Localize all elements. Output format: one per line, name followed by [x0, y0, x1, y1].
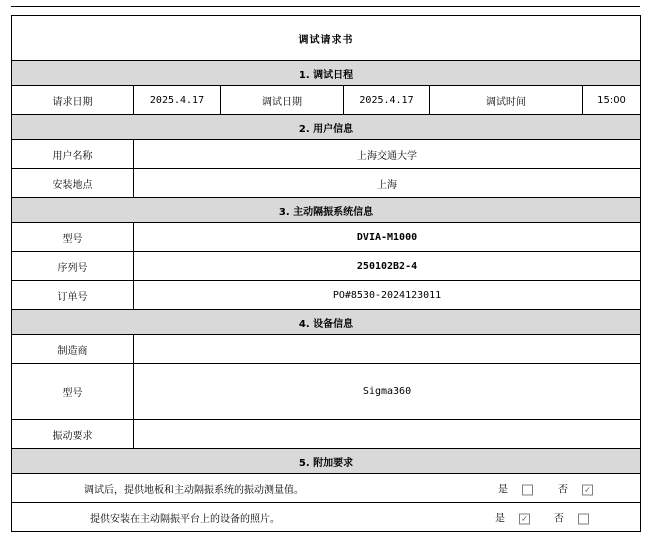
vibration-requirement-label: 振动要求 [12, 420, 134, 449]
yes-checkbox[interactable]: ✓ [519, 513, 530, 524]
install-location-label: 安装地点 [12, 169, 134, 198]
system-model-value[interactable]: DVIA-M1000 [134, 223, 641, 252]
user-name-value[interactable]: 上海交通大学 [134, 140, 641, 169]
device-model-label: 型号 [12, 364, 134, 420]
device-model-value[interactable]: Sigma360 [134, 364, 641, 420]
document-title: 调试请求书 [12, 16, 641, 61]
yes-label: 是 [498, 484, 508, 496]
yes-checkbox[interactable] [522, 484, 533, 495]
section-header-additional: 5. 附加要求 [12, 449, 641, 474]
debug-time-label: 调试时间 [430, 86, 583, 115]
serial-number-value[interactable]: 250102B2-4 [134, 252, 641, 281]
schedule-row [12, 86, 641, 115]
no-label: 否 [558, 484, 568, 496]
additional-item-text: 提供安装在主动隔振平台上的设备的照片。 [90, 513, 280, 525]
debug-date-label: 调试日期 [221, 86, 344, 115]
no-checkbox[interactable] [578, 513, 589, 524]
additional-item-text: 调试后，提供地板和主动隔振系统的振动测量值。 [84, 484, 304, 496]
manufacturer-value[interactable] [134, 335, 641, 364]
serial-number-label: 序列号 [12, 252, 134, 281]
section-header-device: 4. 设备信息 [12, 310, 641, 335]
debug-date-value[interactable]: 2025.4.17 [344, 86, 430, 115]
section-header-schedule: 1. 调试日程 [12, 61, 641, 86]
additional-item [12, 503, 641, 532]
section-header-system: 3. 主动隔振系统信息 [12, 198, 641, 223]
order-number-label: 订单号 [12, 281, 134, 310]
request-date-label: 请求日期 [12, 86, 134, 115]
manufacturer-label: 制造商 [12, 335, 134, 364]
no-label: 否 [554, 513, 564, 525]
additional-item [12, 474, 641, 503]
request-form [11, 15, 641, 532]
section-header-user: 2. 用户信息 [12, 115, 641, 140]
system-model-label: 型号 [12, 223, 134, 252]
user-name-label: 用户名称 [12, 140, 134, 169]
yes-label: 是 [495, 513, 505, 525]
no-checkbox[interactable]: ✓ [582, 484, 593, 495]
top-rule [11, 6, 640, 7]
request-date-value[interactable]: 2025.4.17 [134, 86, 221, 115]
vibration-requirement-value[interactable] [134, 420, 641, 449]
install-location-value[interactable]: 上海 [134, 169, 641, 198]
order-number-value[interactable]: PO#8530-2024123011 [134, 281, 641, 310]
debug-time-value[interactable]: 15:00 [583, 86, 641, 115]
